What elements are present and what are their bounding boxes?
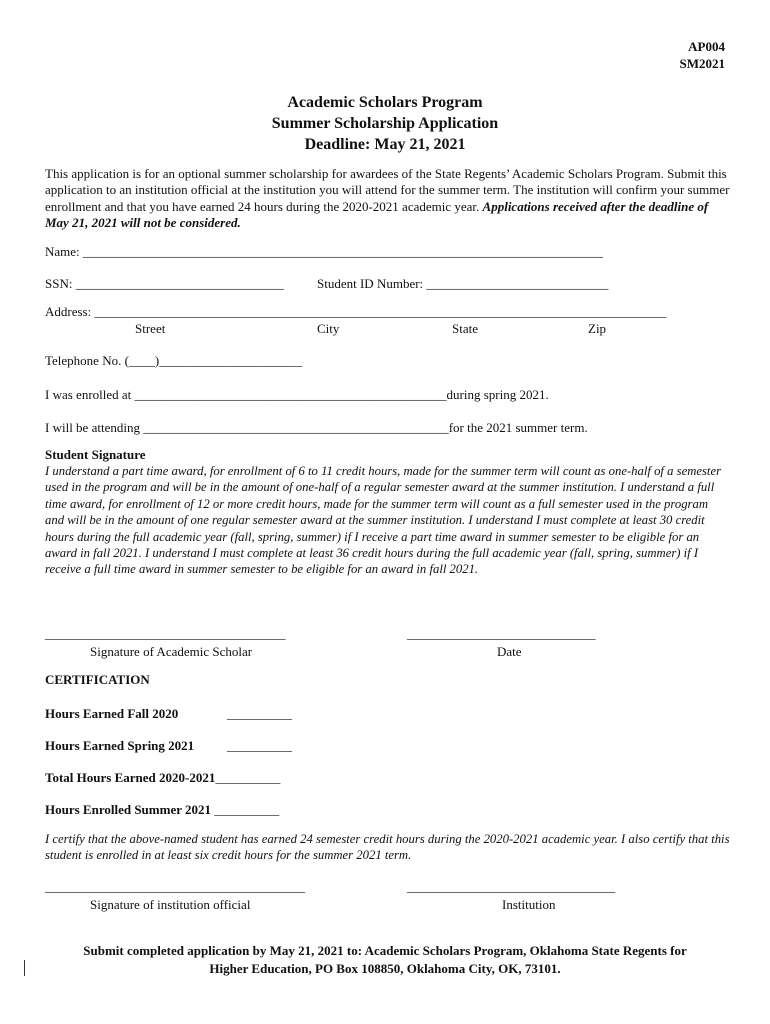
institution-line[interactable]: ________________________________ xyxy=(407,879,615,894)
institution-label: Institution xyxy=(502,897,556,912)
program-title: Academic Scholars Program xyxy=(287,94,483,111)
form-code-ap004: AP004 xyxy=(688,39,725,54)
address-zip-label: Zip xyxy=(588,321,607,336)
student-signature-heading: Student Signature xyxy=(45,447,146,462)
date-line[interactable]: _____________________________ xyxy=(407,626,596,641)
certification-statement: I certify that the above-named student has earned 24 semester credit hours during the 2020-2021 academic year. I also certify that this student is enrolled in at least six credit hours for the summer 2021 term. xyxy=(45,832,730,863)
deadline-title: Deadline: May 21, 2021 xyxy=(304,136,466,153)
submission-line-2: Higher Education, PO Box 108850, Oklahoma City, OK, 73101. xyxy=(209,961,561,976)
hours-fall-blank[interactable]: __________ xyxy=(227,706,292,721)
attending-prefix: I will be attending xyxy=(45,420,144,435)
scholar-signature-line[interactable]: _____________________________________ xyxy=(45,626,286,641)
attending-suffix: for the 2021 summer term. xyxy=(448,420,588,435)
official-signature-label: Signature of institution official xyxy=(90,897,251,912)
submission-line-1: Submit completed application by May 21, 2021 to: Academic Scholars Program, Oklahoma State Regents for xyxy=(83,943,687,958)
total-hours-blank[interactable]: __________ xyxy=(215,770,281,785)
address-field[interactable]: Address: ________________________________________________________________________________________ xyxy=(45,304,667,319)
attending-row xyxy=(45,420,588,436)
name-field[interactable]: Name: ________________________________________________________________________________ xyxy=(45,244,603,259)
enrolled-at-prefix: I was enrolled at xyxy=(45,387,135,402)
hours-enrolled-blank[interactable]: __________ xyxy=(214,802,280,817)
submission-instructions xyxy=(0,942,770,978)
enrolled-at-blank[interactable]: ________________________________________________ xyxy=(134,387,447,402)
address-city-label: City xyxy=(317,321,340,336)
enrolled-at-suffix: during spring 2021. xyxy=(446,387,549,402)
form-code-sm2021: SM2021 xyxy=(679,56,725,71)
ssn-field[interactable]: SSN: ________________________________ xyxy=(45,276,284,291)
scholar-signature-label: Signature of Academic Scholar xyxy=(90,644,253,659)
hours-enrolled-row xyxy=(45,802,279,818)
enrolled-at-row xyxy=(45,387,549,403)
certification-heading: CERTIFICATION xyxy=(45,672,150,687)
student-signature-terms: I understand a part time award, for enrollment of 6 to 11 credit hours, made for the summer term will count as one-half of a semester used in the program and will be in the amount of one-half of a regular semester award at the summer institution. I understand a full time award, for enrollment of 12 or more credit hours, made for the summer term will count as a full semester used in the program and will be in the amount of one regular semester award at the summer institution. I understand I must complete at least 30 credit hours during the full academic year (fall, spring, summer) if I receive a part time award in summer semester to be eligible for an award in fall 2021. I understand I must complete at least 36 credit hours during the full academic year (fall, spring, summer) if I receive a full time award in summer semester to be eligible for an award in fall 2021. xyxy=(45,464,722,577)
hours-spring-blank[interactable]: __________ xyxy=(227,738,292,753)
hours-spring-label: Hours Earned Spring 2021 xyxy=(45,738,195,753)
intro-text: This application is for an optional summer scholarship for awardees of the State Regents’ Academic Scholars Program. Submit this application to an institution official at the institution you will attend for the summer term. The institution will confirm your summer enrollment and that you have earned 24 hours during the 2020-2021 academic year. xyxy=(45,166,730,214)
address-street-label: Street xyxy=(135,321,166,336)
attending-blank[interactable]: _______________________________________________ xyxy=(143,420,449,435)
official-signature-line[interactable]: ________________________________________ xyxy=(45,879,305,894)
form-codes xyxy=(680,38,726,72)
student-id-field[interactable]: Student ID Number: ____________________________ xyxy=(317,276,609,291)
hours-enrolled-label: Hours Enrolled Summer 2021 xyxy=(45,802,212,817)
telephone-field[interactable]: Telephone No. (____)______________________ xyxy=(45,353,303,368)
address-state-label: State xyxy=(452,321,478,336)
total-hours-label: Total Hours Earned 2020-2021 xyxy=(45,770,216,785)
date-label: Date xyxy=(497,644,522,659)
application-title: Summer Scholarship Application xyxy=(271,115,499,132)
hours-fall-label: Hours Earned Fall 2020 xyxy=(45,706,179,721)
total-hours-row xyxy=(45,770,280,786)
intro-paragraph xyxy=(45,166,730,231)
intro-emphasis: Applications received after the deadline of May 21, 2021 will not be considered. xyxy=(45,198,709,230)
